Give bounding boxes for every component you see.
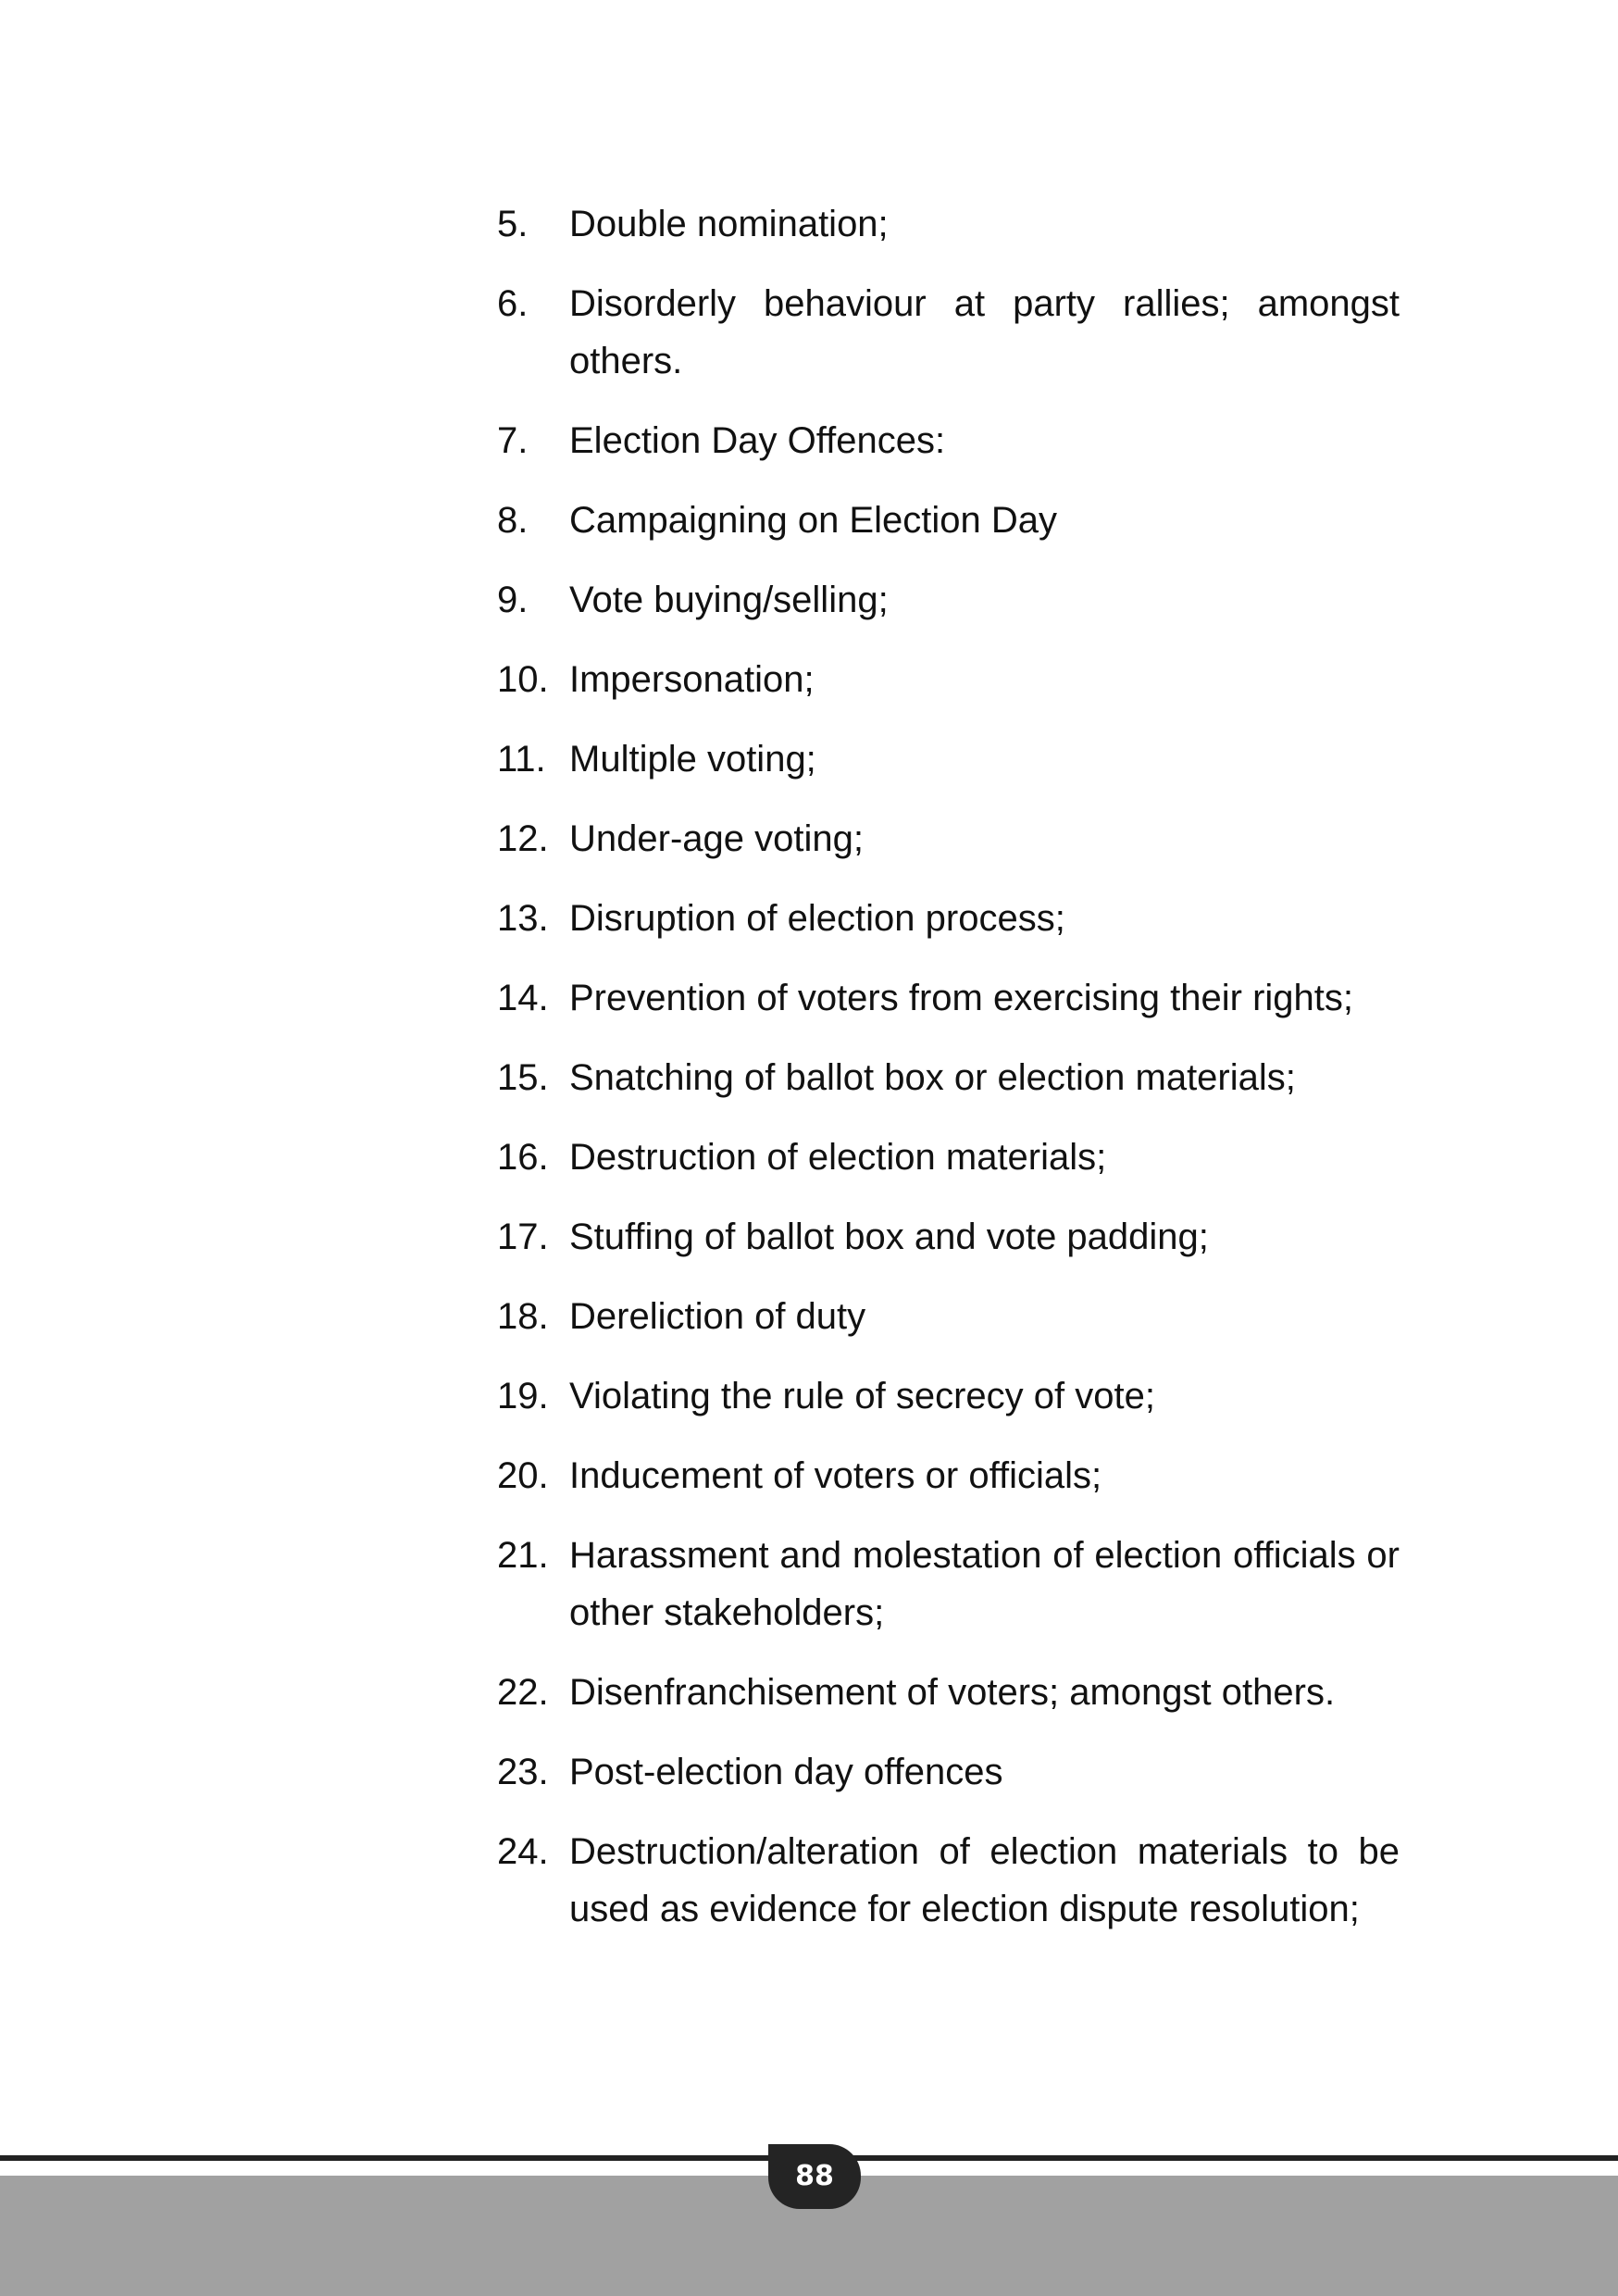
- list-item: [497, 571, 1400, 629]
- list-item: [497, 275, 1400, 390]
- list-item: [497, 1049, 1400, 1106]
- item-number: 6.: [497, 283, 529, 324]
- item-number: 14.: [497, 978, 549, 1018]
- item-number: 5.: [497, 204, 529, 244]
- list-item: [497, 1743, 1400, 1801]
- list-item: [497, 1664, 1400, 1721]
- list-item: [497, 1823, 1400, 1938]
- list-item: [497, 810, 1400, 867]
- item-number: 11.: [497, 739, 546, 780]
- item-text: Stuffing of ballot box and vote padding;: [569, 1217, 1209, 1257]
- item-text: Election Day Offences:: [569, 420, 946, 461]
- item-number: 21.: [497, 1535, 549, 1576]
- item-number: 7.: [497, 420, 529, 461]
- list-item: [497, 492, 1400, 549]
- item-text: Post-election day offences: [569, 1752, 1003, 1792]
- item-number: 9.: [497, 580, 529, 620]
- item-number: 15.: [497, 1057, 549, 1098]
- list-item: [497, 730, 1400, 788]
- list-item: [497, 969, 1400, 1027]
- item-text: Disruption of election process;: [569, 898, 1065, 939]
- item-text: Destruction of election materials;: [569, 1137, 1107, 1178]
- offences-list: [497, 195, 1400, 1960]
- list-item: [497, 1208, 1400, 1266]
- item-text: Destruction/alteration of election materials to be used as evidence for election dispute resolution;: [569, 1831, 1400, 1929]
- item-number: 13.: [497, 898, 549, 939]
- list-item: [497, 1447, 1400, 1504]
- item-text: Disenfranchisement of voters; amongst others.: [569, 1672, 1336, 1713]
- item-number: 10.: [497, 659, 549, 700]
- item-number: 18.: [497, 1296, 549, 1337]
- item-text: Prevention of voters from exercising their rights;: [569, 978, 1354, 1018]
- item-text: Under-age voting;: [569, 818, 864, 859]
- item-number: 16.: [497, 1137, 549, 1178]
- item-number: 20.: [497, 1455, 549, 1496]
- item-text: Dereliction of duty: [569, 1296, 866, 1337]
- item-text: Violating the rule of secrecy of vote;: [569, 1376, 1155, 1416]
- item-text: Campaigning on Election Day: [569, 500, 1057, 541]
- item-text: Snatching of ballot box or election materials;: [569, 1057, 1296, 1098]
- item-text: Multiple voting;: [569, 739, 816, 780]
- item-number: 24.: [497, 1831, 549, 1872]
- item-number: 8.: [497, 500, 529, 541]
- list-item: [497, 1527, 1400, 1641]
- list-item: [497, 1129, 1400, 1186]
- list-item: [497, 195, 1400, 253]
- item-text: Inducement of voters or officials;: [569, 1455, 1102, 1496]
- item-text: Harassment and molestation of election officials or other stakeholders;: [569, 1535, 1400, 1633]
- item-number: 17.: [497, 1217, 549, 1257]
- item-text: Disorderly behaviour at party rallies; amongst others.: [569, 283, 1400, 381]
- list-item: [497, 651, 1400, 708]
- item-text: Impersonation;: [569, 659, 815, 700]
- list-item: [497, 890, 1400, 947]
- item-number: 23.: [497, 1752, 549, 1792]
- item-number: 22.: [497, 1672, 549, 1713]
- list-item: [497, 412, 1400, 469]
- item-text: Vote buying/selling;: [569, 580, 889, 620]
- item-number: 12.: [497, 818, 549, 859]
- item-text: Double nomination;: [569, 204, 889, 244]
- list-item: [497, 1367, 1400, 1425]
- page-number-badge: 88: [768, 2144, 861, 2209]
- item-number: 19.: [497, 1376, 549, 1416]
- list-item: [497, 1288, 1400, 1345]
